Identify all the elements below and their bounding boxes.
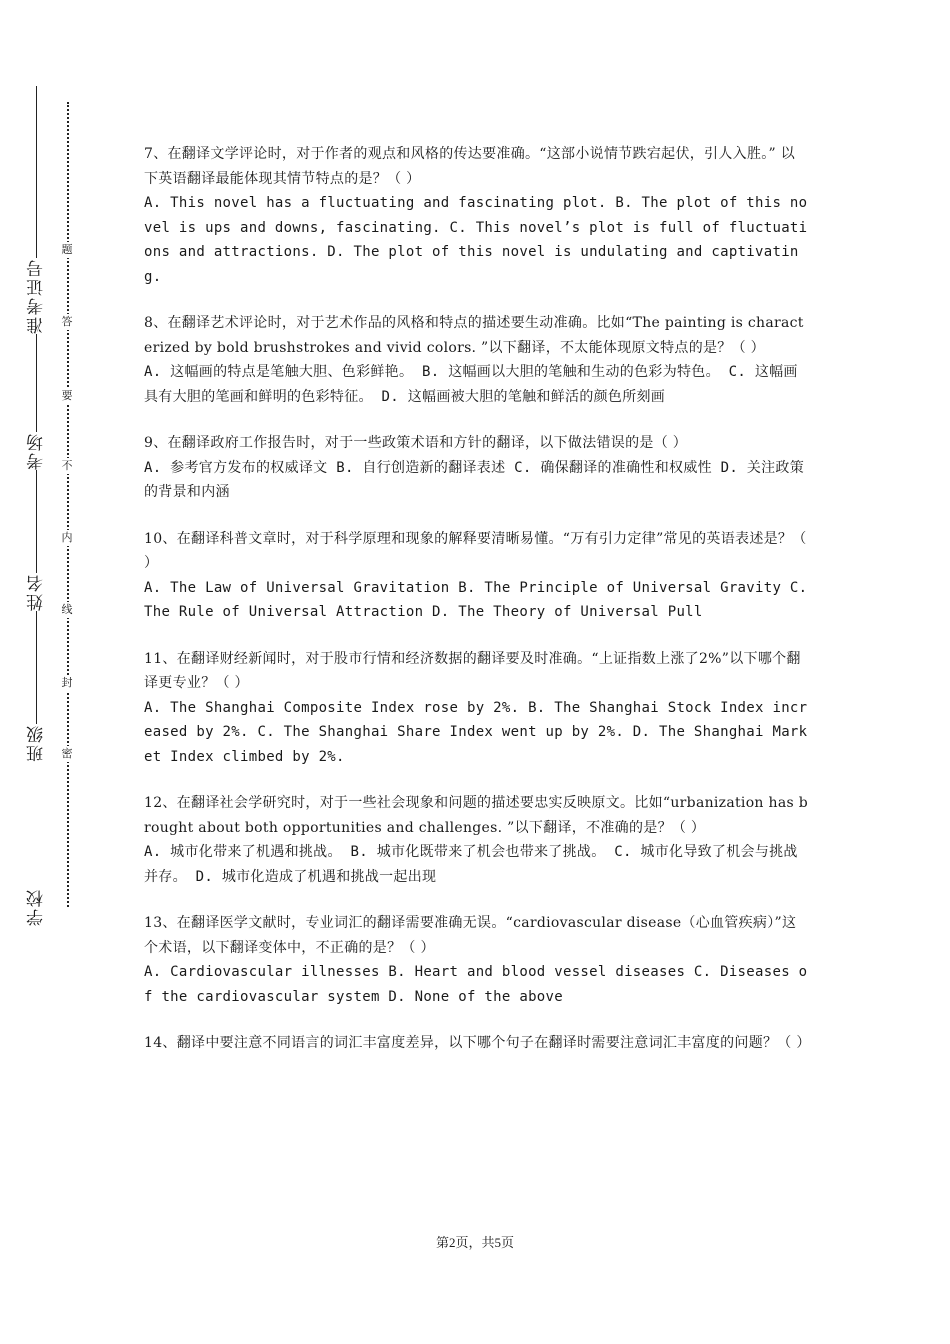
field-label-name: 姓名 xyxy=(23,573,51,611)
field-label-class: 班级 xyxy=(23,724,51,762)
question-options: A. Cardiovascular illnesses B. Heart and blood vessel diseases C. Diseases of the cardiovascular system D. None of the above xyxy=(144,964,808,1005)
question-9 xyxy=(144,431,809,505)
question-options: A. The Law of Universal Gravitation B. The Principle of Universal Gravity C. The Rule of Universal Attraction D. The Theory of Universal Pull xyxy=(144,579,817,620)
field-exam-room xyxy=(22,432,52,470)
question-11 xyxy=(144,647,809,770)
question-list xyxy=(144,142,817,1078)
field-school xyxy=(22,888,52,926)
question-10 xyxy=(144,527,817,625)
question-stem: 13、在翻译医学文献时，专业词汇的翻译需要准确无误。“cardiovascular disease（心血管疾病）”这个术语，以下翻译变体中，不正确的是？（ ） xyxy=(144,915,797,956)
question-14 xyxy=(144,1031,809,1056)
binding-dotted-line xyxy=(67,102,69,907)
question-options: A. 参考官方发布的权威译文 B. 自行创造新的翻译表述 C. 确保翻译的准确性和权威性 D. 关注政策的背景和内涵 xyxy=(144,459,805,500)
question-stem: 11、在翻译财经新闻时，对于股市行情和经济数据的翻译要及时准确。“上证指数上涨了2%”以下哪个翻译更专业？（ ） xyxy=(144,650,801,691)
binding-solid-line xyxy=(36,86,37,736)
seal-char: 密 xyxy=(58,746,76,762)
seal-char: 不 xyxy=(58,458,76,474)
field-exam-id xyxy=(22,258,52,334)
seal-char: 内 xyxy=(58,530,76,546)
question-stem: 7、在翻译文学评论时，对于作者的观点和风格的传达要准确。“这部小说情节跌宕起伏，引人入胜。” 以下英语翻译最能体现其情节特点的是？（ ） xyxy=(144,146,796,187)
question-stem: 9、在翻译政府工作报告时，对于一些政策术语和方针的翻译，以下做法错误的是（ ） xyxy=(144,435,688,451)
seal-char: 题 xyxy=(58,242,76,258)
question-12 xyxy=(144,791,809,889)
question-7 xyxy=(144,142,809,289)
field-label-exam-id: 准考证号 xyxy=(23,258,51,334)
field-name xyxy=(22,573,52,611)
question-13 xyxy=(144,911,809,1009)
seal-char: 答 xyxy=(58,314,76,330)
field-label-exam-room: 考场 xyxy=(23,432,51,470)
question-stem: 14、翻译中要注意不同语言的词汇丰富度差异，以下哪个句子在翻译时需要注意词汇丰富度的问题？（ ） xyxy=(144,1035,811,1051)
question-8 xyxy=(144,311,809,409)
field-class xyxy=(22,724,52,762)
field-label-school: 学校 xyxy=(23,888,51,926)
question-options: A. This novel has a fluctuating and fascinating plot. B. The plot of this novel is ups and downs, fascinating. C. This novel’s plot is full of fluctuations and attractions. D. The plot of this novel is undulating and captivating. xyxy=(144,195,808,285)
question-options: A. The Shanghai Composite Index rose by 2%. B. The Shanghai Stock Index increased by 2%. C. The Shanghai Share Index went up by 2%. D. The Shanghai Market Index climbed by 2%. xyxy=(144,699,808,765)
question-stem: 12、在翻译社会学研究时，对于一些社会现象和问题的描述要忠实反映原文。比如“urbanization has brought about both opportunities and challenges. ”以下翻译，不准确的是？（ ） xyxy=(144,795,808,836)
seal-char: 要 xyxy=(58,388,76,404)
question-options: A. 城市化带来了机遇和挑战。 B. 城市化既带来了机会也带来了挑战。 C. 城市化导致了机会与挑战并存。 D. 城市化造成了机遇和挑战一起出现 xyxy=(144,844,798,885)
binding-margin xyxy=(0,0,110,1344)
seal-char: 封 xyxy=(58,675,76,691)
question-options: A. 这幅画的特点是笔触大胆、色彩鲜艳。 B. 这幅画以大胆的笔触和生动的色彩为特色。 C. 这幅画具有大胆的笔画和鲜明的色彩特征。 D. 这幅画被大胆的笔触和鲜活的颜色所刻画 xyxy=(144,364,798,405)
seal-char: 线 xyxy=(58,602,76,618)
question-stem: 8、在翻译艺术评论时，对于艺术作品的风格和特点的描述要生动准确。比如“The painting is characterized by bold brushstrokes and vivid colors. ”以下翻译，不太能体现原文特点的是？（ ） xyxy=(144,315,804,356)
page-number: 第2页，共5页 xyxy=(435,1235,514,1250)
question-stem: 10、在翻译科普文章时，对于科学原理和现象的解释要清晰易懂。“万有引力定律”常见的英语表述是？（ ） xyxy=(144,530,812,571)
